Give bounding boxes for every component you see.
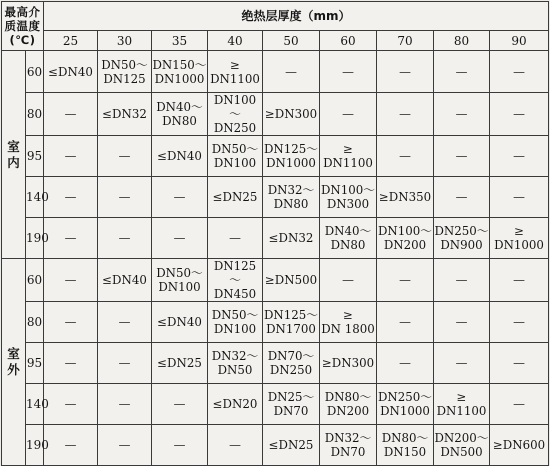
pipe-size-cell: — (44, 343, 98, 384)
table-row (2, 218, 549, 259)
pipe-size-cell: — (44, 384, 98, 425)
pipe-size-cell: — (98, 343, 152, 384)
pipe-size-cell: DN50～ DN100 (208, 302, 263, 343)
thickness-header-cell: 70 (377, 31, 434, 51)
pipe-size-cell: ≤DN25 (208, 177, 263, 218)
pipe-size-cell: — (490, 93, 549, 136)
pipe-size-cell: — (490, 384, 549, 425)
pipe-size-cell: — (98, 425, 152, 466)
pipe-size-cell: — (98, 384, 152, 425)
pipe-size-cell: DN25～ DN70 (263, 384, 320, 425)
pipe-size-cell: — (152, 218, 208, 259)
pipe-size-cell: — (208, 218, 263, 259)
pipe-size-cell: — (44, 259, 98, 302)
table-row (2, 136, 549, 177)
pipe-size-cell: DN200～ DN500 (434, 425, 490, 466)
pipe-size-cell: — (152, 384, 208, 425)
pipe-size-cell: — (377, 93, 434, 136)
pipe-size-cell: ≥DN300 (263, 93, 320, 136)
pipe-size-cell: DN100～ DN300 (320, 177, 377, 218)
pipe-size-cell: DN100～ DN250 (208, 93, 263, 136)
pipe-size-cell: ≥ DN1100 (208, 51, 263, 93)
pipe-size-cell: — (44, 136, 98, 177)
table-row (2, 343, 549, 384)
pipe-size-cell: ≤DN25 (263, 425, 320, 466)
pipe-size-cell: DN32～ DN70 (320, 425, 377, 466)
location-group-label: 室 内 (2, 51, 26, 259)
temperature-cell: 60 (26, 51, 44, 93)
temperature-cell: 60 (26, 259, 44, 302)
pipe-size-cell: DN50～ DN125 (98, 51, 152, 93)
pipe-size-cell: DN80～ DN200 (320, 384, 377, 425)
pipe-size-cell: — (434, 259, 490, 302)
pipe-size-cell: — (434, 51, 490, 93)
thickness-header-cell: 80 (434, 31, 490, 51)
temperature-cell: 140 (26, 384, 44, 425)
pipe-size-cell: — (263, 51, 320, 93)
temperature-cell: 140 (26, 177, 44, 218)
pipe-size-cell: ≥ DN1100 (434, 384, 490, 425)
table-row (2, 177, 549, 218)
pipe-size-cell: — (44, 425, 98, 466)
pipe-size-cell: — (377, 51, 434, 93)
thickness-header-cell: 35 (152, 31, 208, 51)
pipe-size-cell: — (434, 302, 490, 343)
pipe-size-cell: DN32～ DN50 (208, 343, 263, 384)
pipe-size-cell: — (98, 218, 152, 259)
pipe-size-cell: — (320, 259, 377, 302)
insulation-thickness-table (1, 1, 549, 466)
pipe-size-cell: ≤DN32 (98, 93, 152, 136)
pipe-size-cell: DN125～ DN1000 (263, 136, 320, 177)
pipe-size-cell: ≤DN40 (152, 136, 208, 177)
temperature-cell: 80 (26, 93, 44, 136)
pipe-size-cell: — (44, 93, 98, 136)
table-row (2, 302, 549, 343)
pipe-size-cell: ≤DN40 (98, 259, 152, 302)
pipe-size-cell: — (434, 93, 490, 136)
pipe-size-cell: DN250～ DN900 (434, 218, 490, 259)
thickness-header-cell: 25 (44, 31, 98, 51)
pipe-size-cell: — (152, 177, 208, 218)
pipe-size-cell: — (490, 136, 549, 177)
pipe-size-cell: DN80～ DN150 (377, 425, 434, 466)
pipe-size-cell: DN125～ DN450 (208, 259, 263, 302)
pipe-size-cell: DN50～ DN100 (208, 136, 263, 177)
pipe-size-cell: — (377, 259, 434, 302)
pipe-size-cell: ≤DN32 (263, 218, 320, 259)
pipe-size-cell: — (98, 136, 152, 177)
thickness-header-cell: 90 (490, 31, 549, 51)
temperature-cell: 190 (26, 425, 44, 466)
pipe-size-cell: ≤DN40 (152, 302, 208, 343)
temperature-cell: 190 (26, 218, 44, 259)
pipe-size-cell: DN70～ DN250 (263, 343, 320, 384)
pipe-size-cell: — (377, 302, 434, 343)
pipe-size-cell: — (434, 177, 490, 218)
pipe-size-cell: — (98, 177, 152, 218)
pipe-size-cell: — (320, 51, 377, 93)
pipe-size-cell: — (434, 136, 490, 177)
thickness-header-row (2, 31, 549, 51)
thickness-header-cell: 60 (320, 31, 377, 51)
pipe-size-cell: ≥DN300 (320, 343, 377, 384)
pipe-size-cell: — (44, 218, 98, 259)
pipe-size-cell: ≥DN600 (490, 425, 549, 466)
pipe-size-cell: — (490, 302, 549, 343)
pipe-size-cell: — (490, 343, 549, 384)
pipe-size-cell: ≤DN40 (44, 51, 98, 93)
temperature-cell: 80 (26, 302, 44, 343)
table-row (2, 93, 549, 136)
thickness-header-cell: 30 (98, 31, 152, 51)
pipe-size-cell: DN100～ DN200 (377, 218, 434, 259)
pipe-size-cell: — (98, 302, 152, 343)
pipe-size-cell: DN150～ DN1000 (152, 51, 208, 93)
pipe-size-cell: ≤DN25 (152, 343, 208, 384)
pipe-size-cell: ≥ DN1100 (320, 136, 377, 177)
table-row (2, 51, 549, 93)
pipe-size-cell: ≥ DN 1800 (320, 302, 377, 343)
pipe-size-cell: — (208, 425, 263, 466)
pipe-size-cell: — (44, 177, 98, 218)
pipe-size-cell: ≥ DN1000 (490, 218, 549, 259)
thickness-header-cell: 40 (208, 31, 263, 51)
pipe-size-cell: — (490, 51, 549, 93)
pipe-size-cell: — (377, 136, 434, 177)
pipe-size-cell: DN50～ DN100 (152, 259, 208, 302)
location-group-label: 室 外 (2, 259, 26, 466)
pipe-size-cell: — (490, 177, 549, 218)
pipe-size-cell: DN125～ DN1700 (263, 302, 320, 343)
corner-header-max-medium-temperature: 最高介 质温度 (℃) (2, 2, 44, 51)
pipe-size-cell: ≥DN500 (263, 259, 320, 302)
pipe-size-cell: — (320, 93, 377, 136)
header-insulation-thickness: 绝热层厚度（mm） (44, 2, 549, 31)
pipe-size-cell: ≥DN350 (377, 177, 434, 218)
pipe-size-cell: DN32～ DN80 (263, 177, 320, 218)
temperature-cell: 95 (26, 136, 44, 177)
pipe-size-cell: — (152, 425, 208, 466)
table-row (2, 425, 549, 466)
thickness-header-cell: 50 (263, 31, 320, 51)
pipe-size-cell: — (490, 259, 549, 302)
pipe-size-cell: DN250～ DN1000 (377, 384, 434, 425)
table-row (2, 259, 549, 302)
table-row (2, 384, 549, 425)
pipe-size-cell: DN40～ DN80 (152, 93, 208, 136)
pipe-size-cell: — (377, 343, 434, 384)
pipe-size-cell: ≤DN20 (208, 384, 263, 425)
pipe-size-cell: — (434, 343, 490, 384)
temperature-cell: 95 (26, 343, 44, 384)
pipe-size-cell: DN40～ DN80 (320, 218, 377, 259)
pipe-size-cell: — (44, 302, 98, 343)
table-body (2, 51, 549, 466)
